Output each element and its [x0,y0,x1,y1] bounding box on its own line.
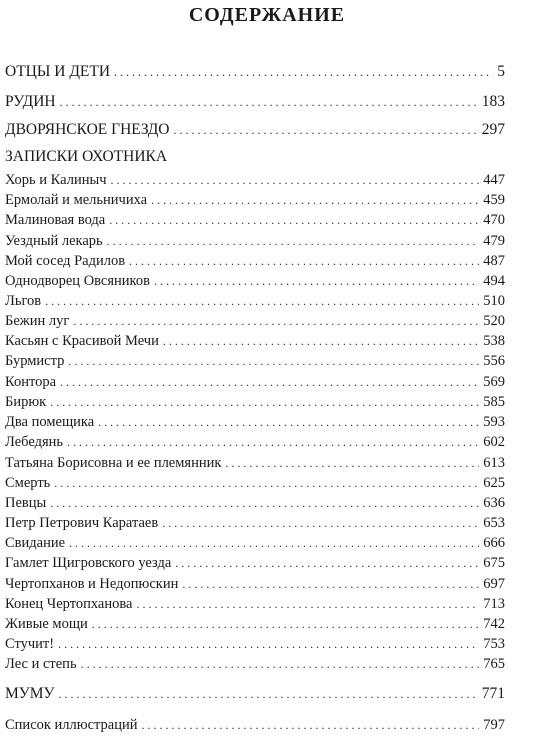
dot-leader [67,435,479,450]
toc-entry-page: 5 [497,63,505,80]
toc-entry[interactable] [5,394,505,411]
toc-entry-title: Малиновая вода [5,212,106,228]
toc-entry-page: 520 [483,313,505,329]
dot-leader [69,536,479,551]
toc-entry-title: Смерть [5,475,51,491]
toc-entry[interactable] [5,63,505,81]
dot-leader [162,516,479,531]
toc-entry-title: МУМУ [5,685,55,702]
dot-leader [58,637,479,652]
toc-entry-title: Гамлет Щигровского уезда [5,555,172,571]
dot-leader [98,415,479,430]
toc-entry-page: 510 [483,293,505,309]
toc-entry-page: 765 [483,656,505,672]
toc-entry[interactable] [5,192,505,209]
dot-leader [81,657,480,672]
dot-leader [107,234,480,249]
toc-entry[interactable] [5,273,505,290]
section-heading: ЗАПИСКИ ОХОТНИКА [5,148,168,165]
toc-entry-page: 569 [483,374,505,390]
toc-entry-title: Живые мощи [5,616,88,632]
toc-entry-page: 470 [483,212,505,228]
dot-leader [111,173,480,188]
dot-leader [174,123,478,138]
toc-entry-title: Мой сосед Радилов [5,253,126,269]
toc-entry[interactable] [5,616,505,633]
toc-entry[interactable] [5,535,505,552]
dot-leader [59,687,478,702]
toc-entry-title: Бурмистр [5,353,65,369]
toc-entry[interactable] [5,455,505,472]
dot-leader [60,95,478,110]
toc-entry-title: Касьян с Красивой Мечи [5,333,159,349]
toc-entry[interactable] [5,555,505,572]
toc-entry-title: Льгов [5,293,42,309]
toc-entry[interactable] [5,685,505,703]
toc-entry-page: 183 [481,93,505,110]
toc-entry-title: Бирюк [5,394,47,410]
dot-leader [163,334,479,349]
toc-entry[interactable] [5,495,505,512]
dot-leader [175,556,479,571]
toc-entry-title: Чертопханов и Недопюскин [5,576,179,592]
toc-entry-title: Ермолай и мельничиха [5,192,148,208]
toc-entry-page: 697 [483,576,505,592]
toc-entry-page: 585 [483,394,505,410]
toc-entry[interactable] [5,434,505,451]
toc-entry[interactable] [5,515,505,532]
toc-entry-title: Свидание [5,535,66,551]
toc-entry[interactable] [5,121,505,139]
toc-entry-page: 297 [481,121,505,138]
toc-entry[interactable] [5,333,505,350]
dot-leader [50,395,479,410]
dot-leader [154,274,479,289]
toc-entry-page: 459 [483,192,505,208]
toc-entry-page: 753 [483,636,505,652]
dot-leader [136,597,479,612]
toc-entry-page: 653 [483,515,505,531]
toc-entry[interactable] [5,253,505,270]
toc-entry-page: 771 [481,685,505,702]
toc-entry[interactable] [5,172,505,189]
toc-entry[interactable] [5,717,505,734]
toc-entry-page: 797 [483,717,505,733]
toc-entry-page: 479 [483,233,505,249]
toc-entry-title: РУДИН [5,93,56,110]
toc-entry-title: ДВОРЯНСКОЕ ГНЕЗДО [5,121,170,138]
toc-entry-page: 675 [483,555,505,571]
toc-entry-page: 625 [483,475,505,491]
toc-entry-title: Уездный лекарь [5,233,103,249]
toc-entry[interactable] [5,93,505,111]
dot-leader [114,65,493,80]
toc-entry-title: Петр Петрович Каратаев [5,515,159,531]
dot-leader [50,496,479,511]
toc-entry[interactable] [5,596,505,613]
toc-entry-title: Лес и степь [5,656,77,672]
toc-entry[interactable] [5,475,505,492]
toc-entry-page: 447 [483,172,505,188]
dot-leader [45,294,479,309]
toc-entry[interactable] [5,414,505,431]
toc-entry[interactable] [5,313,505,330]
toc-entry[interactable] [5,353,505,370]
toc-entry-title: Стучит! [5,636,55,652]
page-title: СОДЕРЖАНИЕ [188,4,346,26]
toc-entry-page: 487 [483,253,505,269]
toc-entry-title: ОТЦЫ И ДЕТИ [5,63,111,80]
dot-leader [92,617,479,632]
toc-entry[interactable] [5,656,505,673]
dot-leader [129,254,479,269]
toc-entry-page: 666 [483,535,505,551]
toc-entry[interactable] [5,374,505,391]
toc-entry-title: Контора [5,374,57,390]
toc-entry-page: 713 [483,596,505,612]
dot-leader [151,193,479,208]
toc-entry-title: Лебедянь [5,434,64,450]
toc-entry-title: Конец Чертопханова [5,596,133,612]
toc-entry-page: 636 [483,495,505,511]
toc-entry-title: Два помещика [5,414,95,430]
toc-entry-title: Однодворец Овсяников [5,273,150,289]
toc-entry-title: Список иллюстраций [5,717,138,733]
toc-entry[interactable] [5,576,505,593]
toc-entry-page: 593 [483,414,505,430]
toc-entry-title: Татьяна Борисовна и ее племянник [5,455,222,471]
dot-leader [60,375,479,390]
toc-entry-title: Бежин луг [5,313,70,329]
dot-leader [68,354,479,369]
dot-leader [225,456,479,471]
toc-entry-page: 742 [483,616,505,632]
toc-entry-title: Хорь и Калиныч [5,172,107,188]
toc-entry-page: 494 [483,273,505,289]
dot-leader [73,314,479,329]
toc-entry-page: 602 [483,434,505,450]
toc-entry-page: 538 [483,333,505,349]
toc-entry-page: 556 [483,353,505,369]
dot-leader [182,577,479,592]
toc-entry[interactable] [5,293,505,310]
toc-entry[interactable] [5,636,505,653]
toc-entry[interactable] [5,212,505,229]
toc-entry-title: Певцы [5,495,47,511]
dot-leader [142,718,480,733]
dot-leader [54,476,479,491]
toc-entry[interactable] [5,233,505,250]
toc-entry-page: 613 [483,455,505,471]
dot-leader [109,213,479,228]
